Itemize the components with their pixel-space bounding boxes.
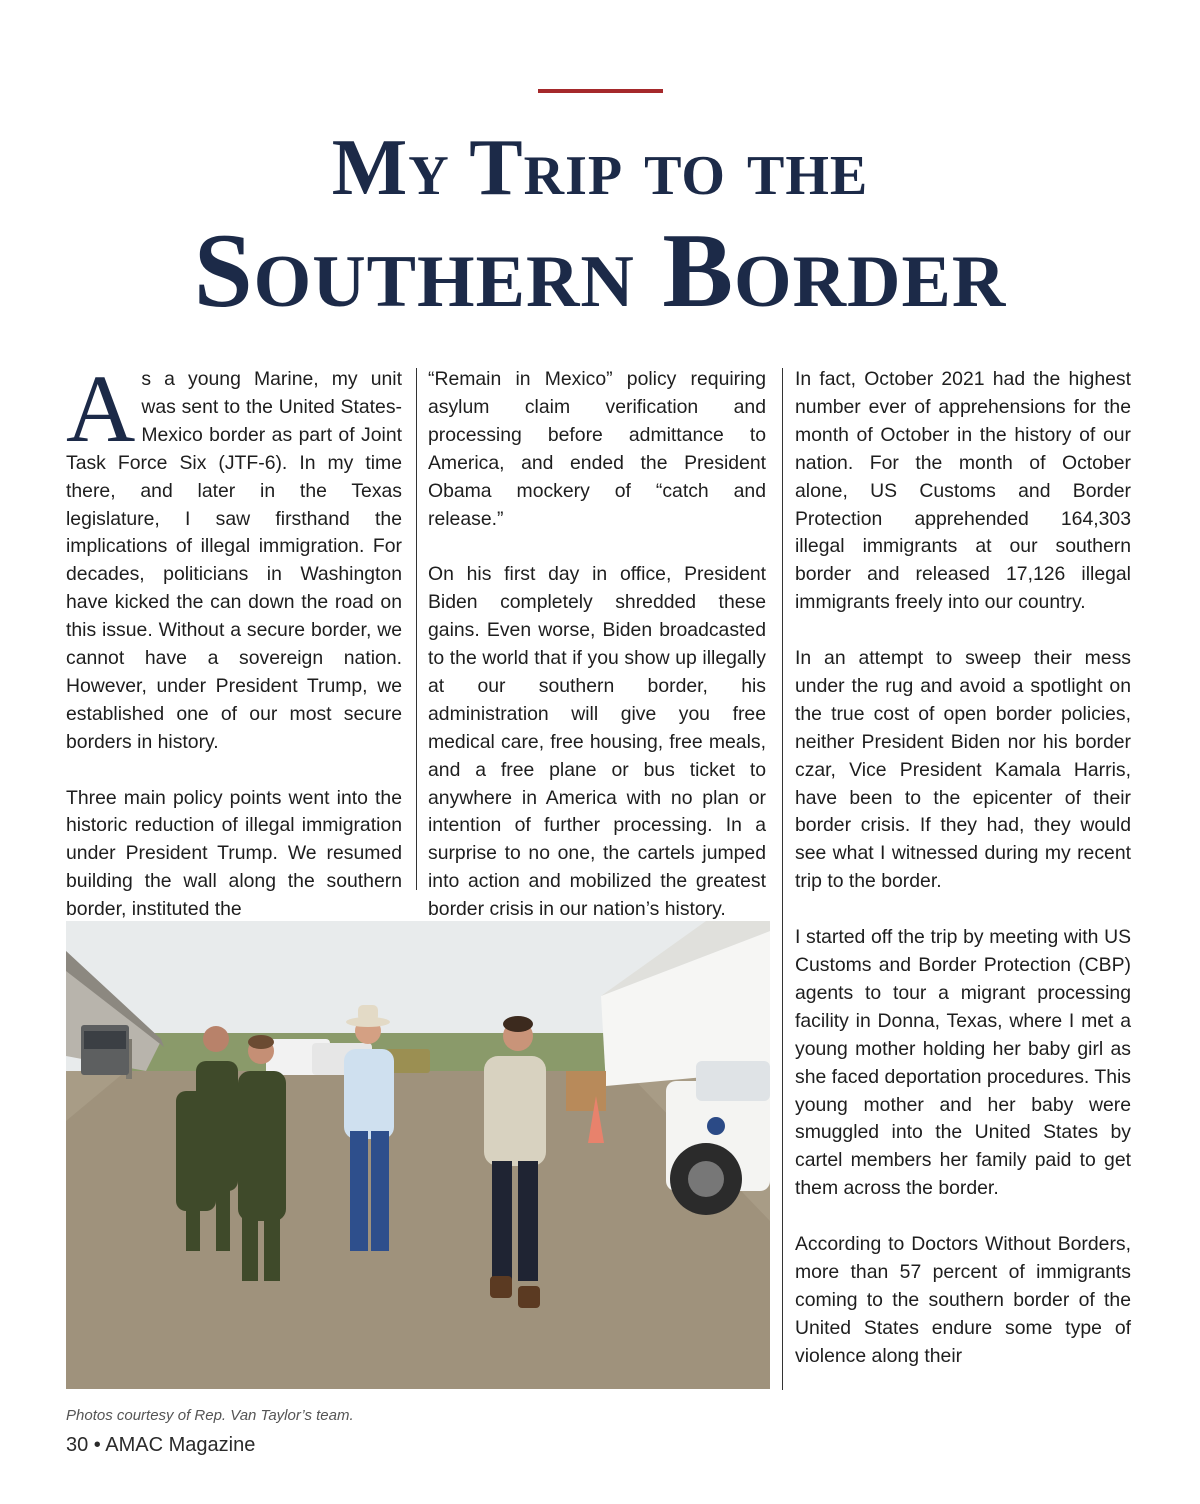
photo-caption: Photos courtesy of Rep. Van Taylor’s team. [66, 1407, 354, 1424]
paragraph: In an attempt to sweep their mess under the rug and avoid a spotlight on the true cost of open border policies, neither President Biden nor his border czar, Vice President Kamala Harris, have been to the epicenter of their border crisis. If they had, they would see what I witnessed during my recent trip to the border. [795, 647, 1131, 893]
paragraph-text: s a young Marine, my unit was sent to the United States-Mexico border as part of Joint Task Force Six (JTF-6). In my time there, and later in the Texas legislature, I saw firsthand the implications of illegal immigration. For decades, politicians in Washington have kicked the can down the road on this issue. Without a secure border, we cannot have a sovereign nation. However, under President Trump, we established one of our most secure borders in history. [66, 368, 402, 753]
article-column-1 [66, 355, 402, 924]
article-column-2 [428, 366, 766, 924]
paragraph: According to Doctors Without Borders, more than 57 percent of immigrants coming to the southern border of the United States endure some type of violence along their [795, 1233, 1131, 1367]
column-divider [416, 368, 417, 890]
article-column-3 [795, 366, 1131, 1371]
paragraph: I started off the trip by meeting with US Customs and Border Protection (CBP) agents to tour a migrant processing facility in Donna, Texas, where I met a young mother holding her baby girl as she faced deportation procedures. This young mother and her baby were smuggled into the United States by cartel members her family paid to get them across the border. [795, 926, 1131, 1200]
paragraph: In fact, October 2021 had the highest number ever of apprehensions for the month of October in the history of our nation. For the month of October alone, US Customs and Border Protection apprehended 164,303 illegal immigrants at our southern border and released 17,126 illegal immigrants freely into our country. [795, 368, 1131, 614]
headline-line-2: Southern Border [193, 212, 1007, 329]
column-divider [782, 368, 783, 1390]
paragraph: “Remain in Mexico” policy requiring asylum claim verification and processing before admittance to America, and ended the President Obama mockery of “catch and release.” [428, 368, 766, 530]
page-folio: 30 • AMAC Magazine [66, 1434, 256, 1456]
border-visit-photo [66, 921, 770, 1389]
drop-cap: A [66, 355, 136, 462]
title-accent-rule [538, 89, 663, 93]
paragraph [66, 355, 402, 757]
headline-line-1: My Trip to the [331, 124, 869, 212]
paragraph: Three main policy points went into the historic reduction of illegal immigration under President Trump. We resumed building the wall along the southern border, instituted the [66, 786, 402, 921]
paragraph: On his first day in office, President Biden completely shredded these gains. Even worse, Biden broadcasted to the world that if you show up illegally at our southern border, his administration will give you free medical care, free housing, free meals, and a free plane or bus ticket to anywhere in America with no plan or intention of further processing. In a surprise to no one, the cartels jumped into action and mobilized the greatest border crisis in our nation’s history. [428, 563, 766, 921]
